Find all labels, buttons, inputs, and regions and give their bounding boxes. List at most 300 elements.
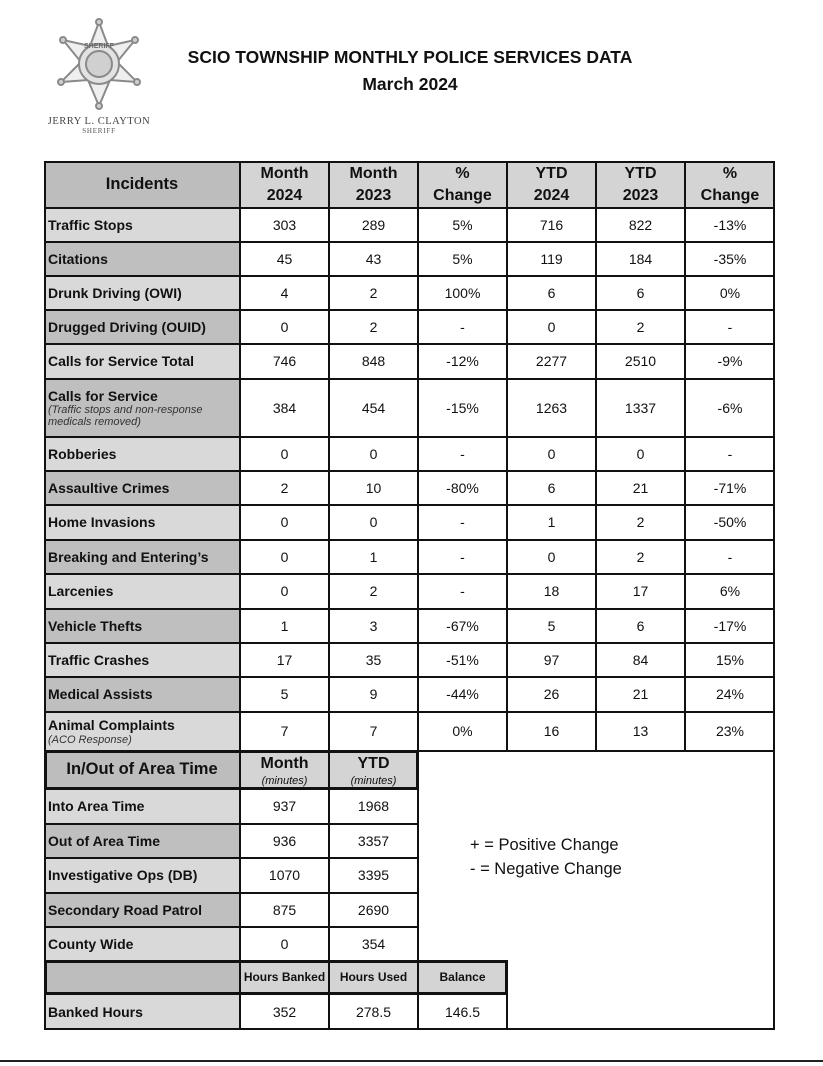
cell-value: 45	[276, 250, 293, 267]
column-header-line: Hours Used	[339, 970, 408, 985]
column-header-month-2023	[329, 161, 418, 208]
table-border-top	[44, 161, 775, 163]
table-cell	[685, 437, 775, 471]
cell-value: 937	[272, 798, 297, 815]
table-cell	[240, 858, 329, 893]
area-time-header-label: In/Out of Area Time	[66, 760, 218, 779]
table-cell	[507, 677, 596, 712]
cell-value: -80%	[446, 479, 479, 496]
cell-value: 84	[632, 651, 649, 668]
cell-value: 3357	[357, 832, 390, 849]
grid-line	[44, 275, 775, 277]
cell-value: 936	[272, 832, 297, 849]
column-header-line: YTD	[535, 164, 568, 182]
cell-value: 354	[361, 935, 386, 952]
cell-value: 746	[272, 353, 297, 370]
row-label	[44, 437, 240, 471]
grid-line	[44, 573, 775, 575]
table-cell	[240, 824, 329, 858]
cell-value: 0%	[719, 284, 741, 301]
cell-value: 119	[540, 250, 563, 267]
incidents-header-label: Incidents	[105, 174, 179, 193]
cell-value: 278.5	[355, 1003, 392, 1020]
cell-value: -	[727, 318, 733, 335]
cell-value: 2	[369, 318, 378, 335]
table-cell	[418, 344, 507, 379]
table-cell	[240, 379, 329, 437]
table-cell	[329, 344, 418, 379]
grid-line	[44, 309, 775, 311]
grid-line	[44, 892, 418, 894]
table-cell	[240, 437, 329, 471]
cell-value: 0	[280, 548, 289, 565]
row-label-text: Medical Assists	[48, 686, 153, 703]
table-cell	[240, 540, 329, 574]
table-cell	[240, 994, 329, 1030]
cell-value: 2	[636, 318, 645, 335]
cell-value: 1263	[535, 399, 568, 416]
cell-value: 1070	[268, 867, 301, 884]
cell-value: -	[727, 548, 733, 565]
cell-value: -35%	[713, 250, 747, 267]
row-label-text: Home Invasions	[48, 514, 156, 531]
column-header-month-minutes	[240, 751, 329, 789]
table-cell	[329, 994, 418, 1030]
table-cell	[596, 574, 685, 609]
cell-value: 716	[539, 216, 564, 233]
table-cell	[685, 208, 775, 242]
cell-value: 100%	[444, 284, 481, 301]
table-cell	[685, 712, 775, 751]
table-cell	[685, 677, 775, 712]
table-cell	[507, 437, 596, 471]
cell-value: -50%	[713, 514, 747, 531]
grid-line	[239, 751, 241, 1030]
row-label	[44, 344, 240, 379]
column-header-line: Balance	[439, 970, 486, 985]
table-cell	[507, 643, 596, 677]
cell-value: 2	[280, 479, 289, 496]
grid-line	[44, 539, 775, 541]
grid-line	[506, 961, 508, 1030]
table-cell	[418, 609, 507, 643]
grid-line	[44, 504, 775, 506]
row-label	[44, 824, 240, 858]
cell-value: 13	[632, 723, 649, 740]
row-label	[44, 789, 240, 824]
table-cell	[418, 643, 507, 677]
cell-value: -71%	[713, 479, 747, 496]
table-cell	[596, 242, 685, 276]
grid-line	[239, 161, 241, 751]
cell-value: 21	[632, 686, 649, 703]
column-header-banked	[240, 961, 329, 994]
legend-positive: + = Positive Change	[470, 836, 619, 854]
row-label	[44, 471, 240, 505]
table-cell	[685, 344, 775, 379]
table-cell	[329, 677, 418, 712]
grid-line	[44, 241, 775, 243]
cell-value: -51%	[446, 651, 479, 668]
column-header-ytd-2023	[596, 161, 685, 208]
table-cell	[596, 609, 685, 643]
table-cell	[507, 208, 596, 242]
table-cell	[329, 858, 418, 893]
table-cell	[685, 643, 775, 677]
grid-line	[44, 343, 775, 345]
column-header-line: 2023	[355, 186, 392, 204]
table-cell	[685, 609, 775, 643]
cell-value: 5%	[452, 250, 473, 267]
cell-value: 6	[636, 284, 645, 301]
cell-value: 2	[369, 583, 378, 600]
grid-line	[44, 750, 775, 752]
column-header-unit: (minutes)	[261, 774, 308, 787]
table-cell	[507, 276, 596, 310]
cell-value: 303	[272, 216, 297, 233]
row-label	[44, 208, 240, 242]
badge-text: SHERIFF	[84, 43, 114, 50]
column-header-line: YTD	[624, 164, 657, 182]
table-cell	[240, 893, 329, 927]
column-header-line: Month	[260, 755, 309, 773]
table-cell	[685, 505, 775, 540]
cell-value: 454	[361, 399, 386, 416]
row-label-note: (Traffic stops and non-response medicals removed)	[48, 404, 203, 429]
table-cell	[418, 471, 507, 505]
table-cell	[240, 505, 329, 540]
cell-value: 6	[547, 479, 556, 496]
table-cell	[685, 242, 775, 276]
table-cell	[596, 344, 685, 379]
row-label-text: Robberies	[48, 445, 117, 462]
column-header-line: 2024	[266, 186, 303, 204]
column-header-line: Change	[700, 186, 760, 204]
grid-line	[44, 857, 418, 859]
change-legend	[470, 833, 622, 881]
grid-line	[44, 378, 775, 380]
table-cell	[329, 437, 418, 471]
row-label-text: Secondary Road Patrol	[48, 901, 203, 918]
table-cell	[329, 643, 418, 677]
table-cell	[507, 242, 596, 276]
area-time-header	[44, 751, 240, 789]
cell-value: 15%	[715, 651, 745, 668]
cell-value: -	[460, 318, 465, 335]
table-cell	[329, 505, 418, 540]
cell-value: 1337	[624, 399, 657, 416]
cell-value: 5	[547, 617, 556, 634]
row-label	[44, 677, 240, 712]
incidents-header	[44, 161, 240, 208]
table-cell	[596, 712, 685, 751]
table-cell	[596, 505, 685, 540]
column-header-month-change	[418, 161, 507, 208]
cell-value: 0	[280, 935, 289, 952]
table-cell	[329, 824, 418, 858]
column-header-ytd-2024	[507, 161, 596, 208]
grid-line	[328, 751, 330, 1030]
row-label	[44, 927, 240, 961]
cell-value: 0	[547, 445, 556, 462]
cell-value: 822	[628, 216, 653, 233]
cell-value: 2510	[624, 353, 657, 370]
table-cell	[418, 437, 507, 471]
cell-value: 2277	[535, 353, 568, 370]
table-cell	[240, 677, 329, 712]
table-cell	[418, 379, 507, 437]
grid-line	[44, 823, 418, 825]
table-cell	[240, 242, 329, 276]
cell-value: -	[727, 445, 733, 462]
table-cell	[418, 505, 507, 540]
row-label-text: Larcenies	[48, 583, 114, 600]
table-cell	[329, 208, 418, 242]
table-cell	[507, 344, 596, 379]
table-cell	[596, 643, 685, 677]
table-cell	[240, 344, 329, 379]
table-cell	[329, 310, 418, 344]
cell-value: 16	[543, 723, 560, 740]
grid-line	[44, 711, 775, 713]
page-title: SCIO TOWNSHIP MONTHLY POLICE SERVICES DATA	[187, 47, 633, 67]
cell-value: 875	[272, 901, 297, 918]
table-cell	[596, 437, 685, 471]
cell-value: 0	[547, 318, 556, 335]
table-cell	[418, 712, 507, 751]
bottom-rule	[0, 1060, 823, 1062]
grid-line	[44, 436, 775, 438]
cell-value: 10	[365, 479, 382, 496]
legend-negative: - = Negative Change	[470, 860, 622, 878]
table-cell	[329, 712, 418, 751]
column-header-ytd-change	[685, 161, 775, 208]
column-header-line: %	[455, 164, 470, 182]
grid-line	[417, 751, 419, 1030]
cell-value: 35	[365, 651, 382, 668]
table-cell	[685, 310, 775, 344]
table-cell	[685, 471, 775, 505]
cell-value: 43	[365, 250, 382, 267]
cell-value: 26	[543, 686, 560, 703]
grid-line	[44, 993, 507, 995]
table-cell	[596, 677, 685, 712]
table-cell	[240, 609, 329, 643]
table-cell	[240, 310, 329, 344]
cell-value: 0	[547, 548, 556, 565]
table-cell	[685, 379, 775, 437]
table-cell	[329, 574, 418, 609]
row-label-text: Banked Hours	[48, 1003, 143, 1020]
table-cell	[240, 789, 329, 824]
cell-value: -67%	[446, 617, 479, 634]
column-header-line: 2024	[533, 186, 570, 204]
cell-value: -13%	[713, 216, 747, 233]
cell-value: 0	[280, 318, 289, 335]
grid-line	[684, 161, 686, 751]
cell-value: -15%	[446, 399, 479, 416]
column-header-banked	[418, 961, 507, 994]
cell-value: 0%	[452, 723, 473, 740]
cell-value: 7	[369, 723, 378, 740]
table-cell	[329, 540, 418, 574]
table-cell	[418, 310, 507, 344]
row-label-text: Citations	[48, 250, 108, 267]
row-label	[44, 893, 240, 927]
cell-value: 6	[547, 284, 556, 301]
cell-value: -	[460, 583, 465, 600]
table-cell	[507, 574, 596, 609]
cell-value: 0	[369, 445, 378, 462]
table-border-left	[44, 161, 46, 1030]
sheriff-name: JERRY L. CLAYTON	[47, 116, 151, 127]
column-header-line: Month	[260, 164, 309, 182]
table-cell	[418, 574, 507, 609]
column-header-unit: (minutes)	[350, 774, 397, 787]
cell-value: 5	[280, 686, 289, 703]
cell-value: 146.5	[444, 1003, 481, 1020]
cell-value: 2	[636, 548, 645, 565]
table-cell	[240, 208, 329, 242]
table-cell	[596, 540, 685, 574]
table-cell	[240, 927, 329, 961]
grid-line	[44, 960, 507, 962]
table-cell	[685, 574, 775, 609]
column-header-month-2024	[240, 161, 329, 208]
sheriff-star-badge-icon	[49, 18, 149, 110]
column-header-line: Hours Banked	[243, 970, 326, 985]
cell-value: 21	[632, 479, 649, 496]
table-cell	[240, 574, 329, 609]
table-cell	[507, 609, 596, 643]
cell-value: -9%	[717, 353, 743, 370]
cell-value: -17%	[713, 617, 747, 634]
column-header-line: Month	[349, 164, 398, 182]
cell-value: -	[460, 548, 465, 565]
banked-header-blank	[44, 961, 240, 994]
row-label-text: Drunk Driving (OWI)	[48, 284, 182, 301]
cell-value: 1	[369, 548, 378, 565]
table-cell	[329, 893, 418, 927]
grid-line	[44, 608, 775, 610]
table-cell	[507, 712, 596, 751]
row-label-text: Traffic Crashes	[48, 651, 150, 668]
table-cell	[596, 471, 685, 505]
cell-value: 0	[280, 583, 289, 600]
cell-value: -	[460, 514, 465, 531]
table-cell	[507, 540, 596, 574]
cell-value: 23%	[715, 723, 745, 740]
row-label-note: (ACO Response)	[48, 733, 132, 746]
table-cell	[418, 540, 507, 574]
table-cell	[596, 208, 685, 242]
cell-value: -44%	[446, 686, 479, 703]
cell-value: 18	[543, 583, 560, 600]
cell-value: 3	[369, 617, 378, 634]
grid-line	[44, 676, 775, 678]
table-cell	[418, 677, 507, 712]
cell-value: -6%	[717, 399, 743, 416]
table-cell	[596, 379, 685, 437]
cell-value: 24%	[715, 686, 745, 703]
table-cell	[240, 276, 329, 310]
row-label-text: County Wide	[48, 935, 134, 952]
column-header-line: 2023	[622, 186, 659, 204]
row-label-text: Into Area Time	[48, 798, 145, 815]
row-label	[44, 540, 240, 574]
cell-value: 1968	[357, 798, 390, 815]
table-cell	[418, 208, 507, 242]
row-label	[44, 574, 240, 609]
sheriff-title: SHERIFF	[82, 127, 116, 135]
cell-value: 184	[628, 250, 653, 267]
grid-line	[417, 161, 419, 751]
cell-value: 0	[280, 514, 289, 531]
cell-value: 2	[369, 284, 378, 301]
row-label	[44, 643, 240, 677]
cell-value: 6	[636, 617, 645, 634]
column-header-banked	[329, 961, 418, 994]
cell-value: 2	[636, 514, 645, 531]
cell-value: 9	[369, 686, 378, 703]
row-label-text: Calls for Service	[48, 387, 158, 404]
page-header	[160, 44, 660, 98]
row-label-text: Vehicle Thefts	[48, 617, 143, 634]
table-cell	[507, 471, 596, 505]
table-cell	[685, 540, 775, 574]
cell-value: 384	[272, 399, 297, 416]
row-label	[44, 310, 240, 344]
row-label	[44, 858, 240, 893]
cell-value: 2690	[357, 901, 390, 918]
cell-value: 289	[361, 216, 386, 233]
table-cell	[329, 927, 418, 961]
row-label-text: Out of Area Time	[48, 832, 161, 849]
table-cell	[507, 505, 596, 540]
grid-line	[44, 207, 775, 209]
grid-line	[44, 642, 775, 644]
grid-line	[44, 788, 418, 790]
cell-value: 6%	[719, 583, 741, 600]
row-label-text: Drugged Driving (OUID)	[48, 318, 206, 335]
cell-value: 0	[636, 445, 645, 462]
table-cell	[418, 994, 507, 1030]
table-cell	[329, 242, 418, 276]
table-cell	[596, 310, 685, 344]
grid-line	[506, 161, 508, 751]
cell-value: -12%	[446, 353, 479, 370]
table-cell	[240, 712, 329, 751]
table-cell	[240, 643, 329, 677]
cell-value: 7	[280, 723, 289, 740]
row-label-text: Animal Complaints	[48, 717, 175, 734]
row-label-text: Investigative Ops (DB)	[48, 867, 198, 884]
row-label-text: Assaultive Crimes	[48, 479, 170, 496]
column-header-line: YTD	[357, 755, 390, 773]
table-cell	[329, 789, 418, 824]
grid-line	[44, 470, 775, 472]
row-label-text: Traffic Stops	[48, 216, 133, 233]
grid-line	[595, 161, 597, 751]
cell-value: 1	[280, 617, 289, 634]
table-cell	[596, 276, 685, 310]
table-cell	[329, 471, 418, 505]
table-cell	[685, 276, 775, 310]
cell-value: 352	[272, 1003, 297, 1020]
grid-line	[44, 926, 418, 928]
table-border-bottom	[44, 1028, 775, 1030]
row-label	[44, 505, 240, 540]
